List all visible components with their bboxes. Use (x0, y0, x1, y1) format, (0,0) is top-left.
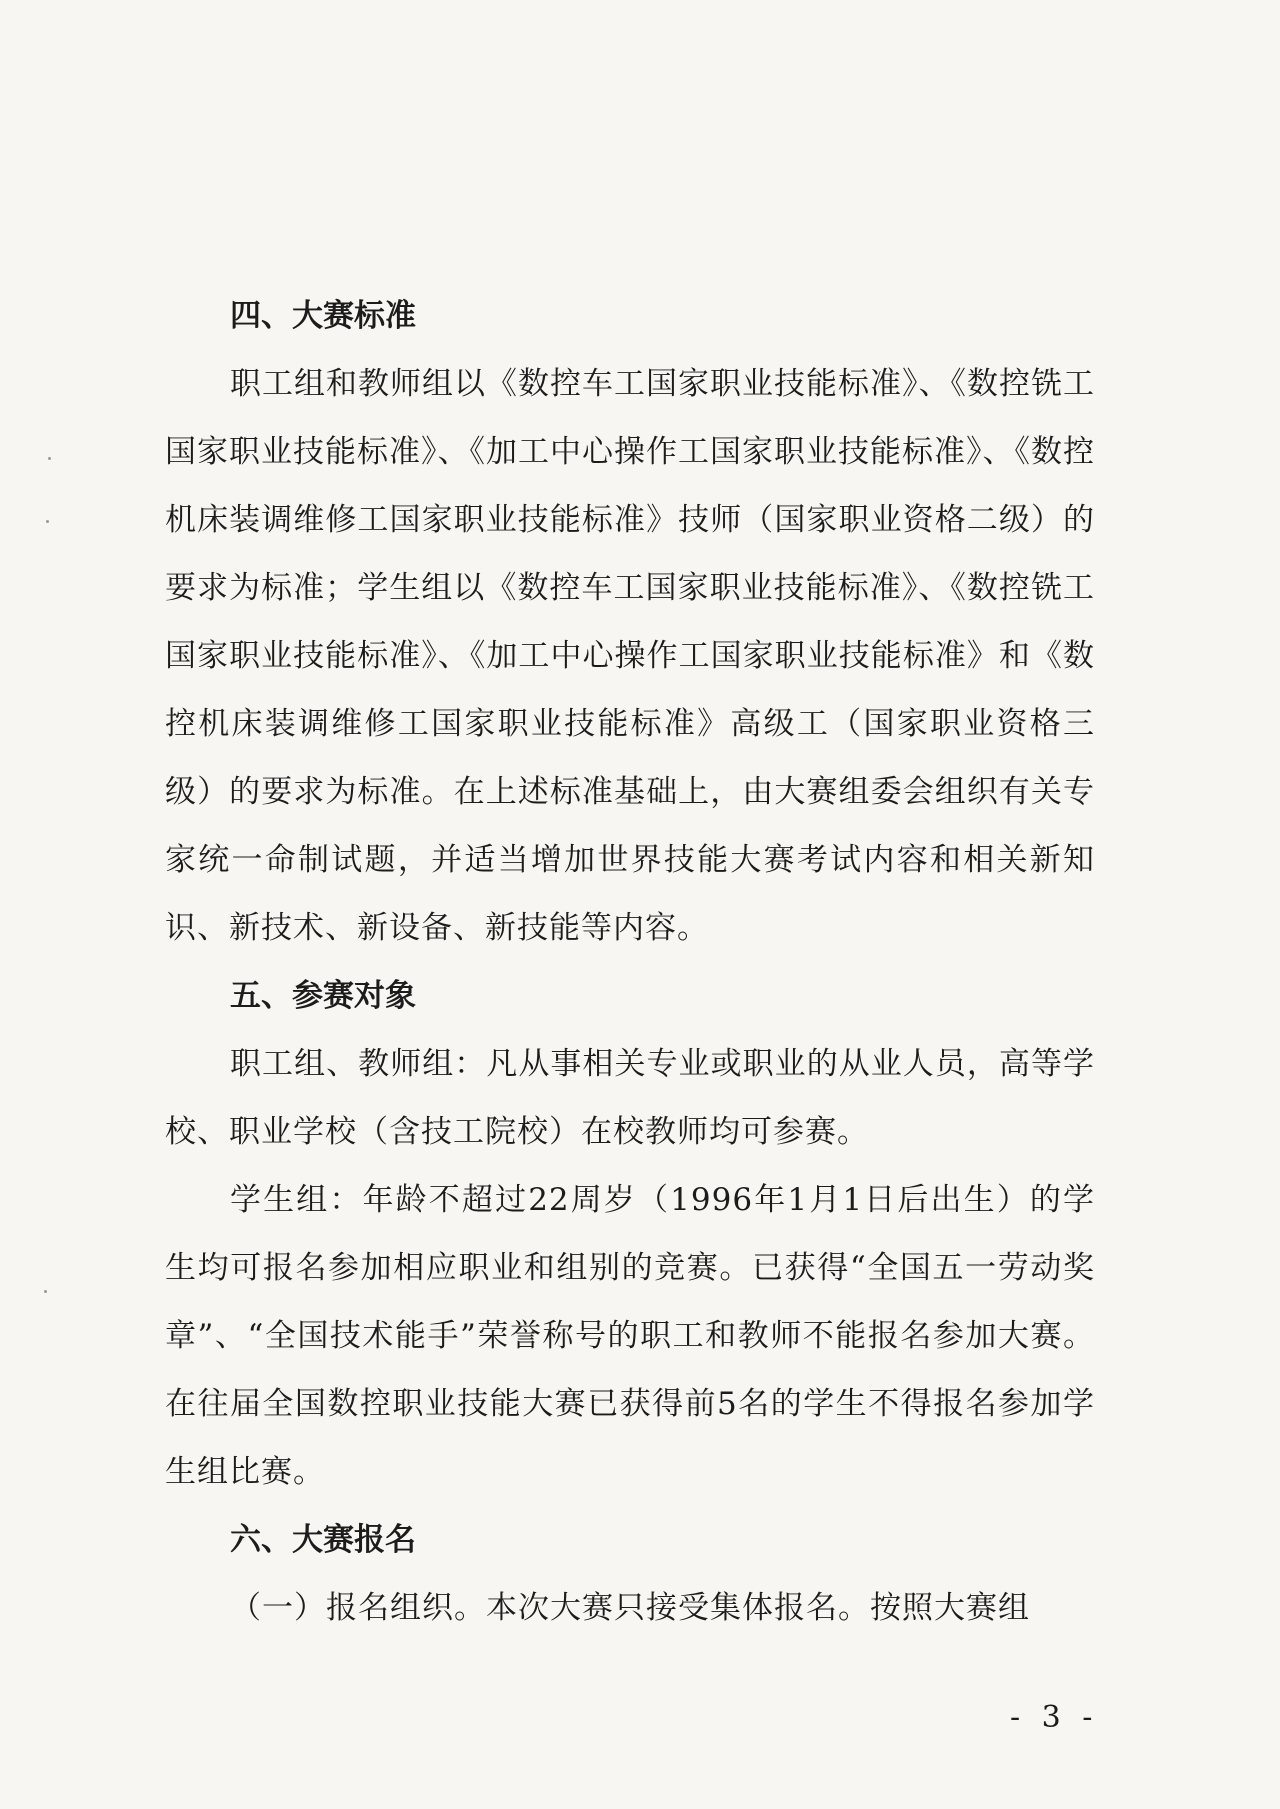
section-heading: 六、大赛报名 (230, 1522, 416, 1558)
paragraph: 学生组：年龄不超过22周岁（1996年1月1日后出生）的学生均可报名参加相应职业和组别的竞赛。已获得“全国五一劳动奖章”、“全国技术能手”荣誉称号的职工和教师不能报名参加大赛。在往届全国数控职业技能大赛已获得前5名的学生不得报名参加学生组比赛。 (165, 1182, 1095, 1490)
section-registration (165, 1506, 1095, 1642)
paragraph: 职工组、教师组：凡从事相关专业或职业的从业人员，高等学校、职业学校（含技工院校）在校教师均可参赛。 (165, 1046, 1095, 1150)
section-heading: 五、参赛对象 (230, 978, 416, 1014)
scan-speck (46, 520, 49, 523)
scan-speck (44, 1290, 47, 1293)
page-number: - 3 - (1010, 1700, 1099, 1735)
scan-speck (48, 457, 51, 460)
section-participants (165, 962, 1095, 1506)
document-body (165, 282, 1095, 1642)
section-competition-standard (165, 282, 1095, 962)
paragraph: 职工组和教师组以《数控车工国家职业技能标准》、《数控铣工国家职业技能标准》、《加工中心操作工国家职业技能标准》、《数控机床装调维修工国家职业技能标准》技师（国家职业资格二级）的要求为标准；学生组以《数控车工国家职业技能标准》、《数控铣工国家职业技能标准》、《加工中心操作工国家职业技能标准》和《数控机床装调维修工国家职业技能标准》高级工（国家职业资格三级）的要求为标准。在上述标准基础上，由大赛组委会组织有关专家统一命制试题，并适当增加世界技能大赛考试内容和相关新知识、新技术、新设备、新技能等内容。 (165, 366, 1095, 946)
paragraph: （一）报名组织。本次大赛只接受集体报名。按照大赛组 (230, 1590, 1030, 1626)
section-heading: 四、大赛标准 (230, 298, 416, 334)
